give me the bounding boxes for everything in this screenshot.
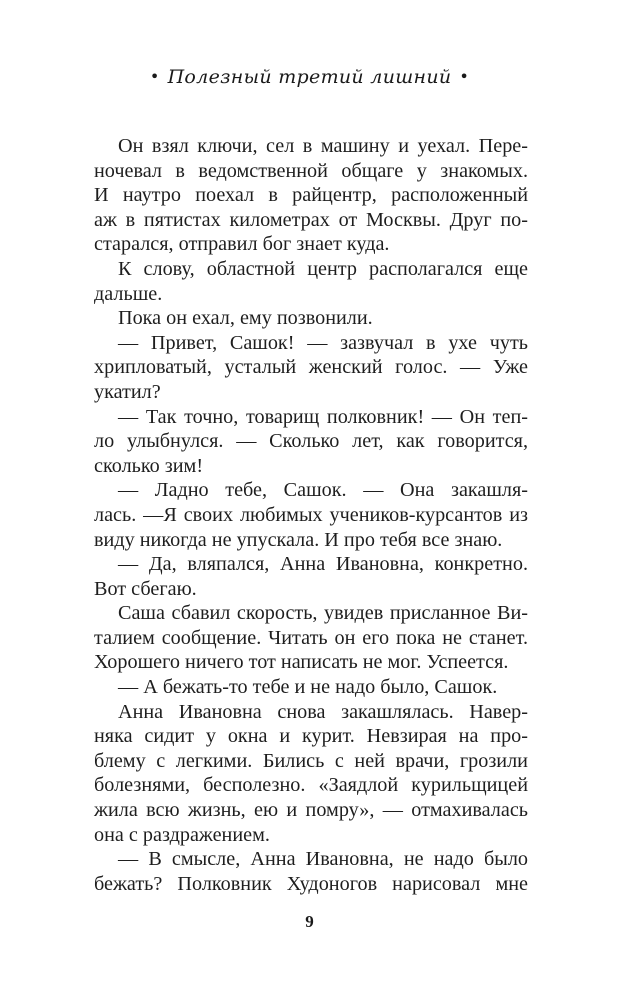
page-number: 9 [305,912,314,931]
header-bullet-right: • [459,67,470,86]
text-line: болезнями, бесполезно. «Заядлой курильщицей [94,774,528,797]
text-line: — А бежать-то тебе и не надо было, Сашок. [118,676,498,699]
text-line: Хорошего ничего тот написать не мог. Успеется. [94,651,509,674]
text-line: дальше. [94,282,163,305]
text-line: аж в пятистах километрах от Москвы. Друг по- [94,208,528,231]
text-line: Пока он ехал, ему позвонили. [118,307,373,330]
text-line: — В смысле, Анна Ивановна, не надо было [118,848,528,871]
running-header [0,66,619,88]
text-line: Саша сбавил скорость, увидев присланное Ви- [118,602,528,625]
text-line: хрипловатый, усталый женский голос. — Уже [94,356,528,379]
text-line: жила всю жизнь, ею и помру», — отмахивалась [94,799,528,822]
text-line: няка сидит у окна и курит. Невзирая на про- [94,725,528,748]
text-line: лась. —Я своих любимых учеников-курсантов из [94,503,528,526]
text-line: талием сообщение. Читать он его пока не станет. [94,626,528,649]
text-line: она с раздражением. [94,823,270,846]
text-line: Анна Ивановна снова закашлялась. Навер- [118,700,528,723]
header-bullet-left: • [149,67,160,86]
text-line: Вот сбегаю. [94,577,197,600]
text-line: ночевал в ведомственной общаге у знакомых. [94,159,528,182]
text-line: Он взял ключи, сел в машину и уехал. Пере- [118,135,528,157]
text-line: бежать? Полковник Худоногов нарисовал мне [94,872,528,895]
text-line: И наутро поехал в райцентр, расположенный [94,184,528,207]
page-body-text [94,134,528,896]
text-line: блему с легкими. Бились с ней врачи, грозили [94,749,528,772]
text-line: укатил? [94,380,161,403]
text-line: — Да, вляпался, Анна Ивановна, конкретно. [118,553,528,576]
text-line: виду никогда не упускала. И про тебя все знаю. [94,528,503,551]
text-line: — Привет, Сашок! — зазвучал в ухе чуть [118,331,528,354]
header-title: Полезный третий лишний [167,66,452,88]
text-line: К слову, областной центр располагался еще [118,257,528,280]
text-line: — Так точно, товарищ полковник! — Он теп- [118,405,528,428]
text-line: ло улыбнулся. — Сколько лет, как говорится, [94,430,528,453]
text-line: — Ладно тебе, Сашок. — Она закашля- [118,479,528,502]
text-line: сколько зим! [94,454,204,477]
text-line: старался, отправил бог знает куда. [94,233,390,256]
